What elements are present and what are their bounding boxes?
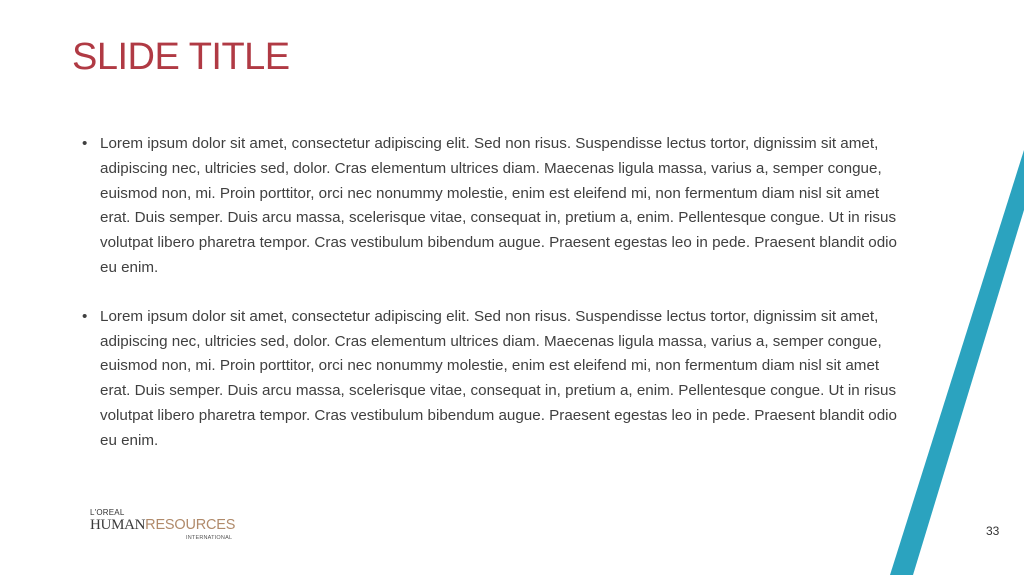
logo-subtitle: INTERNATIONAL xyxy=(186,535,233,541)
slide-title: SLIDE TITLE xyxy=(72,36,290,78)
logo-wordmark xyxy=(90,516,235,534)
bullet-icon: • xyxy=(82,135,88,152)
accent-stripe-shape xyxy=(890,150,1024,575)
loreal-hr-logo xyxy=(90,508,260,548)
logo-resources: RESOURCES xyxy=(145,517,236,533)
logo-human: HUMAN xyxy=(90,517,146,533)
bullet-list xyxy=(80,132,905,478)
bullet-item xyxy=(80,305,905,454)
bullet-text: Lorem ipsum dolor sit amet, consectetur adipiscing elit. Sed non risus. Suspendisse lectus tortor, dignissim sit amet, adipiscing nec, ultricies sed, dolor. Cras elementum ultrices diam. Maecenas ligula massa, varius a, semper congue, euismod non, mi. Proin porttitor, orci nec nonummy molestie, enim est eleifend mi, non fermentum diam nisl sit amet erat. Duis semper. Duis arcu massa, scelerisque vitae, consequat in, pretium a, enim. Pellentesque congue. Ut in risus volutpat libero pharetra tempor. Cras vestibulum bibendum augue. Praesent egestas leo in pede. Praesent blandit odio eu enim. xyxy=(100,307,897,449)
page-number: 33 xyxy=(986,524,1000,538)
bullet-item xyxy=(80,132,905,281)
logo-brand: L'OREAL xyxy=(90,508,125,517)
bullet-text: Lorem ipsum dolor sit amet, consectetur adipiscing elit. Sed non risus. Suspendisse lectus tortor, dignissim sit amet, adipiscing nec, ultricies sed, dolor. Cras elementum ultrices diam. Maecenas ligula massa, varius a, semper congue, euismod non, mi. Proin porttitor, orci nec nonummy molestie, enim est eleifend mi, non fermentum diam nisl sit amet erat. Duis semper. Duis arcu massa, scelerisque vitae, consequat in, pretium a, enim. Pellentesque congue. Ut in risus volutpat libero pharetra tempor. Cras vestibulum bibendum augue. Praesent egestas leo in pede. Praesent blandit odio eu enim. xyxy=(100,135,897,276)
bullet-icon: • xyxy=(82,307,88,325)
